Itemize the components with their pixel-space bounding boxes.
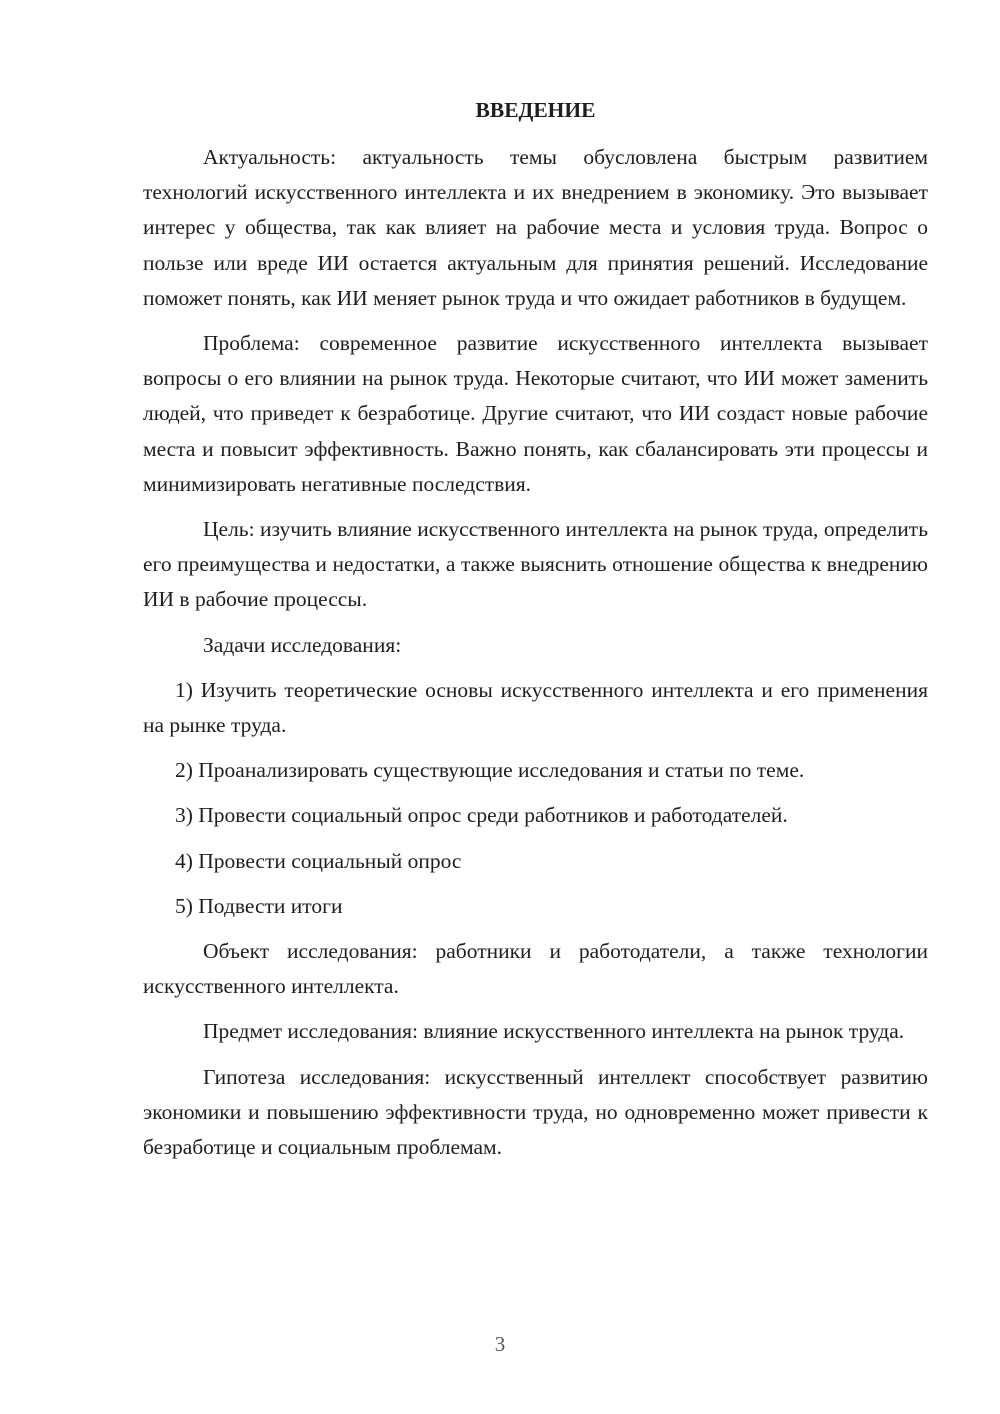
paragraph-subject: Предмет исследования: влияние искусственного интеллекта на рынок труда.: [203, 1019, 905, 1044]
paragraph-goal: Цель: изучить влияние искусственного интеллекта на рынок труда, определить его преимущества и недостатки, а также выяснить отношение общества к внедрению ИИ в рабочие процессы.: [143, 517, 928, 612]
task-item-4: 4) Провести социальный опрос: [175, 848, 462, 873]
task-item-3: 3) Провести социальный опрос среди работников и работодателей.: [175, 803, 788, 828]
paragraph-problem: Проблема: современное развитие искусственного интеллекта вызывает вопросы о его влиянии на рынок труда. Некоторые считают, что ИИ может заменить людей, что приведет к безработице. Другие считают, что ИИ создаст новые рабочие места и повысит эффективность. Важно понять, как сбалансировать эти процессы и минимизировать негативные последствия.: [143, 331, 928, 496]
paragraph-object: Объект исследования: работники и работодатели, а также технологии искусственного интеллекта.: [143, 939, 928, 999]
document-page: [143, 95, 928, 1175]
task-item-5: 5) Подвести итоги: [175, 893, 343, 918]
page-title: ВВЕДЕНИЕ: [475, 98, 596, 122]
task-item-2: 2) Проанализировать существующие исследования и статьи по теме.: [175, 758, 805, 783]
tasks-heading: Задачи исследования:: [203, 632, 402, 657]
page-number: 3: [494, 1332, 506, 1356]
paragraph-hypothesis: Гипотеза исследования: искусственный интеллект способствует развитию экономики и повышению эффективности труда, но одновременно может привести к безработице и социальным проблемам.: [143, 1064, 928, 1160]
task-item-1: 1) Изучить теоретические основы искусственного интеллекта и его применения на рынке труда.: [143, 677, 928, 738]
paragraph-relevance: Актуальность: актуальность темы обусловлена быстрым развитием технологий искусственного интеллекта и их внедрением в экономику. Это вызывает интерес у общества, так как влияет на рабочие места и условия труда. Вопрос о пользе или вреде ИИ остается актуальным для принятия решений. Исследование поможет понять, как ИИ меняет рынок труда и что ожидает работников в будущем.: [143, 145, 928, 310]
